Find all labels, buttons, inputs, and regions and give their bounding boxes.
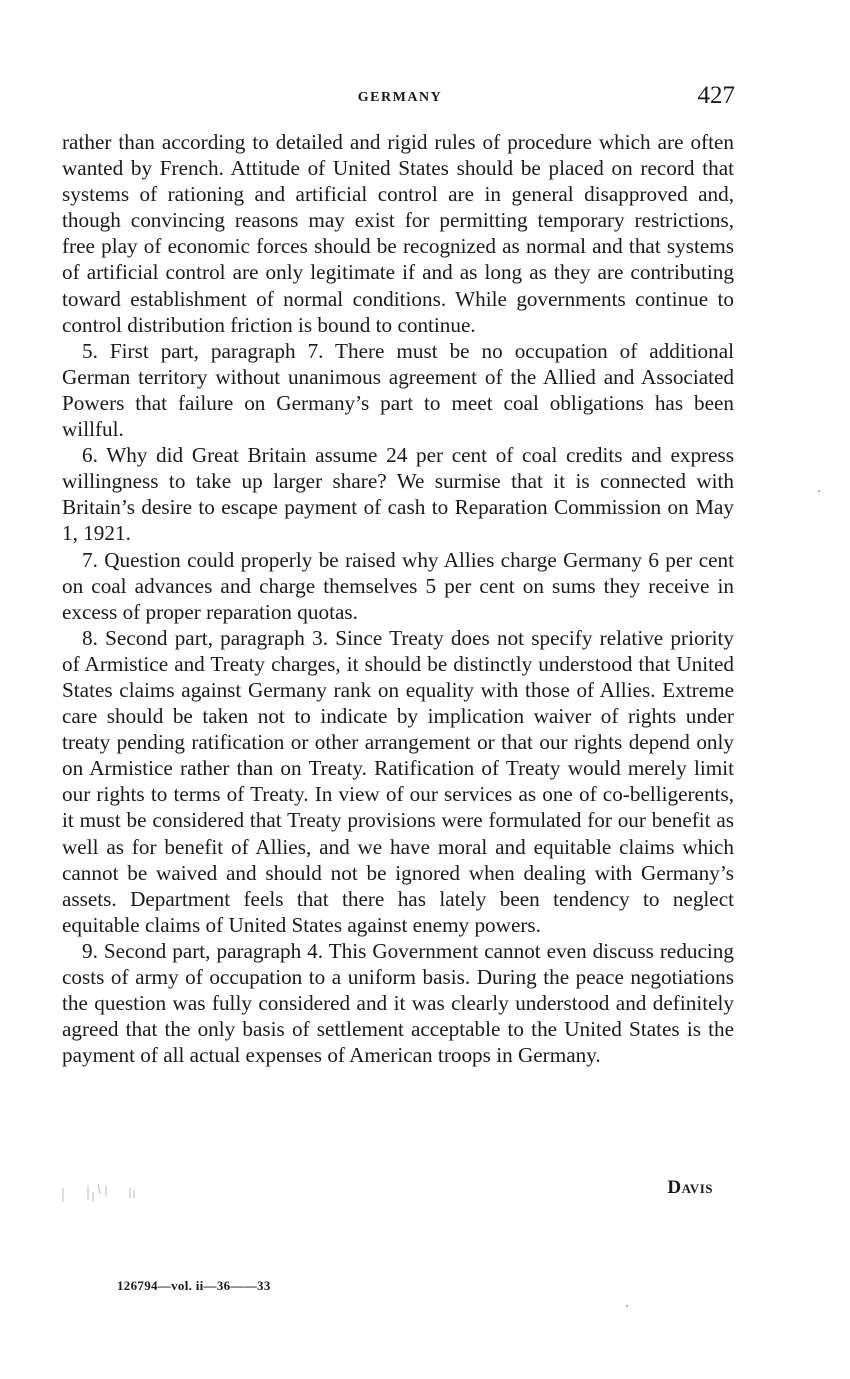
printer-footer-code: 126794—vol. ii—36——33 [117,1278,271,1293]
paragraph-item-8: 8. Second part, paragraph 3. Since Treaty does not specify relative priority of Armistice and Treaty charges, it should be distinctly understood that United States claims against Germany rank on equality with those of Allies. Extreme care should be taken not to indicate by implication waiver of rights under treaty pending ratification or other arrangement or that our rights depend only on Armistice rather than on Treaty. Ratification of Treaty would merely limit our rights to terms of Treaty. In view of our services as one of co-belligerents, it must be considered that Treaty provisions were formulated for our benefit as well as for benefit of Allies, and we have moral and equitable claims which cannot be waived and should not be ignored when dealing with Germany’s assets. Department feels that there has lately been tendency to neglect equitable claims of United States against enemy powers. [62,625,734,937]
paragraph-item-7: 7. Question could properly be raised why Allies charge Germany 6 per cent on coal advances and charge themselves 5 per cent on sums they receive in excess of proper reparation quotas. [62,547,734,624]
page-number: 427 [697,82,735,109]
body-text [62,129,734,1068]
print-speck [818,490,820,492]
signature: Davis [667,1177,713,1198]
paragraph-item-5: 5. First part, paragraph 7. There must be no occupation of additional German territory without unanimous agreement of the Allied and Associated Powers that failure on Germany’s part to meet coal obligations has been willful. [62,338,734,442]
paragraph-continuation: rather than according to detailed and rigid rules of procedure which are often wanted by French. Attitude of United States should be placed on record that systems of rationing and artificial control are in general disapproved and, though convincing reasons may exist for permitting temporary restrictions, free play of economic forces should be recognized as normal and that systems of artificial control are only legitimate if and as long as they are contributing toward establishment of normal conditions. While governments continue to control distribution friction is bound to continue. [62,130,734,337]
running-header-title: GERMANY [357,90,443,105]
paragraph-item-9: 9. Second part, paragraph 4. This Government cannot even discuss reducing costs of army of occupation to a uniform basis. During the peace negotiations the question was fully considered and it was clearly understood and definitely agreed that the only basis of settlement acceptable to the United States is the payment of all actual expenses of American troops in Germany. [62,938,734,1068]
print-speck [626,1305,628,1307]
paragraph-item-6: 6. Why did Great Britain assume 24 per cent of coal credits and express willingness to take up larger share? We surmise that it is connected with Britain’s desire to escape payment of cash to Reparation Commission on May 1, 1921. [62,443,734,546]
faint-ink-marks [60,1180,150,1210]
